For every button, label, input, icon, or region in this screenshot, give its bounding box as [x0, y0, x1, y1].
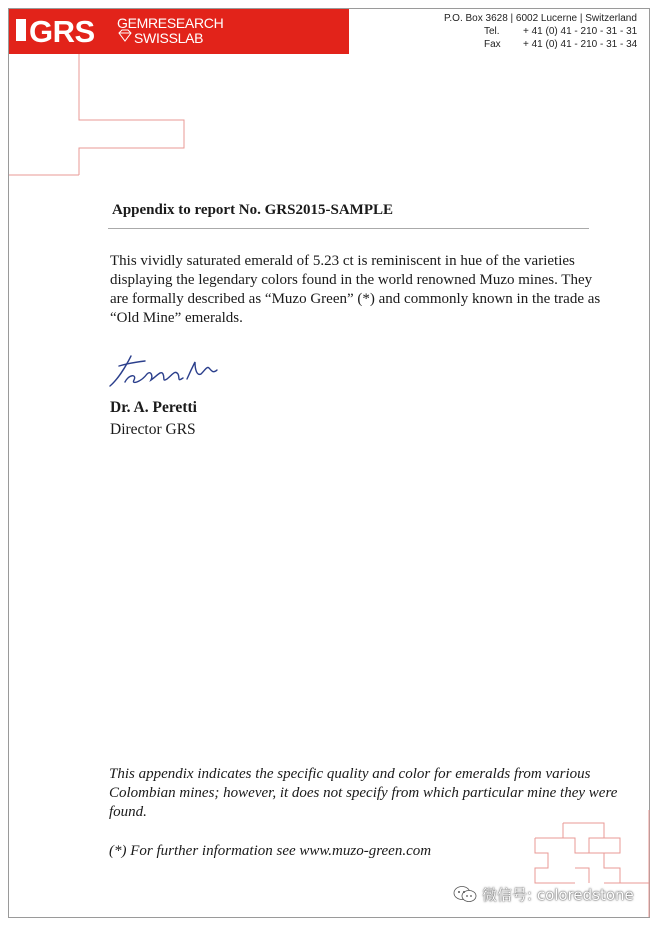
- wechat-icon: [453, 884, 478, 904]
- title-divider: [108, 228, 589, 229]
- fax-label: Fax: [484, 39, 501, 50]
- signatory-name: Dr. A. Peretti: [110, 399, 197, 416]
- diamond-icon: [117, 29, 133, 43]
- wechat-watermark: 微信号: coloredstone: [482, 886, 634, 904]
- fax-number: + 41 (0) 41 - 210 - 31 - 34: [523, 39, 638, 50]
- signatory-title: Director GRS: [110, 421, 196, 438]
- handwritten-signature: [107, 352, 222, 390]
- tel-label: Tel.: [484, 26, 500, 37]
- tel-number: + 41 (0) 41 - 210 - 31 - 31: [523, 26, 638, 37]
- logo-mark: GRS: [29, 14, 95, 49]
- swiss-cross-icon: [16, 19, 26, 41]
- appendix-body: [110, 252, 610, 328]
- appendix-title: Appendix to report No. GRS2015-SAMPLE: [112, 202, 393, 218]
- footer-disclaimer-text: This appendix indicates the specific quality and color for emeralds from various Colombian mines; however, it does not specify from which particular mine they were found.: [109, 766, 618, 820]
- appendix-body-text: This vividly saturated emerald of 5.23 ct is reminiscent in hue of the varieties displaying the legendary colors found in the world renowned Muzo mines. They are formally described as “Muzo Green” (*) and commonly known in the trade as “Old Mine” emeralds.: [110, 253, 601, 326]
- footer-reference: (*) For further information see www.muzo-green.com: [109, 843, 432, 859]
- footer-disclaimer: [109, 765, 639, 822]
- logo-gemresearch: GEMRESEARCH: [117, 15, 224, 31]
- logo-swisslab: SWISSLAB: [134, 30, 204, 46]
- postal-address: P.O. Box 3628 | 6002 Lucerne | Switzerland: [444, 13, 637, 24]
